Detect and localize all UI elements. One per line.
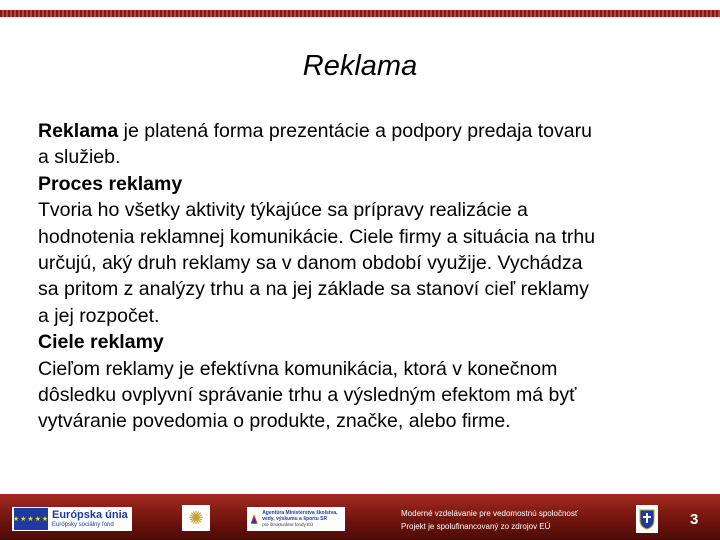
body-line-8: a jej rozpočet. <box>38 304 160 327</box>
page-number: 3 <box>690 511 699 528</box>
agency-name-label: Agentúra Ministerstva školstva, vedy, výskumu a športu SR <box>262 510 338 523</box>
crest-icon <box>639 508 655 530</box>
slide-body <box>38 118 688 435</box>
eu-name-label: Európska únia <box>52 509 128 521</box>
body-line-10: Cieľom reklamy je efektívna komunikácia, ktorá v konečnom <box>38 357 558 380</box>
eu-fund-label: Európsky sociálny fond <box>52 522 114 528</box>
body-line-12: vytváranie povedomia o produkte, značke, alebo firme. <box>38 410 511 433</box>
section-heading-goals: Ciele reklamy <box>38 331 164 354</box>
star-emblem-icon: ✺ <box>188 507 204 528</box>
agency-sub-label: pre štrukturálne fondy EÚ <box>262 522 314 528</box>
body-line-11: dôsledku ovplyvní správanie trhu a výsledným efektom má byť <box>38 384 577 407</box>
crest-logo <box>636 505 658 533</box>
body-line-1: Reklama je platená forma prezentácie a podpory predaja tovaru <box>38 120 592 142</box>
body-line-7: sa pritom z analýzy trhu a na jej základe sa stanoví cieľ reklamy <box>38 278 589 301</box>
footer-line-1: Moderné vzdelávanie pre vedomostnú spoločnosť <box>401 509 578 518</box>
slide-title: Reklama <box>302 50 418 82</box>
section-heading-process: Proces reklamy <box>38 172 183 195</box>
emblem-logo <box>182 505 210 531</box>
footer-line-2: Projekt je spolufinancovaný zo zdrojov EÚ <box>401 522 551 531</box>
footer-project-text <box>401 507 631 533</box>
eu-flag-icon: ★★★★★ <box>14 508 48 530</box>
agency-mark-icon <box>250 510 258 528</box>
body-line-4: Tvoria ho všetky aktivity týkajúce sa prípravy realizácie a <box>38 199 528 222</box>
body-line-5: hodnotenia reklamnej komunikácie. Ciele firmy a situácia na trhu <box>38 225 596 248</box>
eu-logo <box>12 507 132 531</box>
agency-logo <box>247 507 345 531</box>
top-decorative-stripe <box>0 10 720 17</box>
body-line-6: určujú, aký druh reklamy sa v danom období využije. Vychádza <box>38 252 583 275</box>
body-line-2: a služieb. <box>38 146 121 169</box>
